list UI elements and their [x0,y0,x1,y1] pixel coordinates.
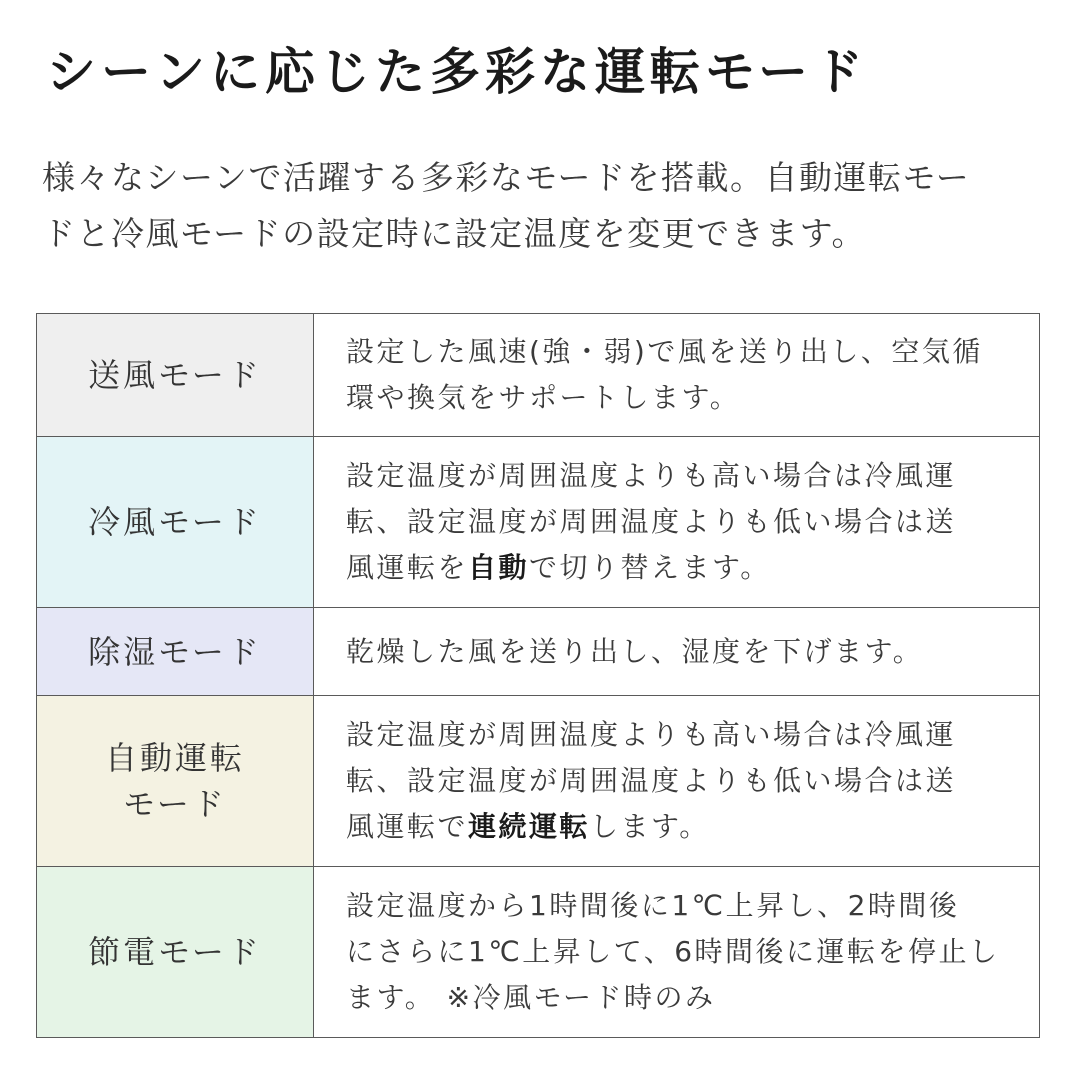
mode-description-cell [314,437,1040,608]
mode-name: 除湿モード [88,632,262,671]
mode-description-line [346,545,1021,591]
mode-name: 節電モード [88,933,262,971]
mode-description-cell [314,867,1040,1038]
intro-line: ドと冷風モードの設定時に設定温度を変更できます。 [42,214,867,253]
mode-name: 送風モード [88,356,262,394]
mode-name-cell [37,867,314,1038]
mode-description-line: 乾燥した風を送り出し、湿度を下げます。 [346,634,924,668]
table-row-auto-mode [37,696,1040,867]
mode-description-line: 設定した風速(強・弱)で風を送り出し、空気循 [346,335,983,368]
description-emphasis: 自動 [468,551,530,584]
mode-name-line: 自動運転 [104,739,245,777]
mode-description-line: ます。 ※冷風モード時のみ [346,981,716,1014]
modes-table [36,313,1040,1038]
table-row-dehumidify-mode [37,608,1040,696]
description-text: 風運転を [346,551,469,584]
mode-description-line [346,804,1021,850]
mode-description-line: 転、設定温度が周囲温度よりも低い場合は送 [346,505,957,538]
mode-name: 冷風モード [88,503,262,541]
description-text: で切り替えます。 [529,551,771,584]
mode-name-cell [37,608,314,696]
mode-description-line: 設定温度が周囲温度よりも高い場合は冷風運 [346,718,957,751]
mode-description-line: 環や換気をサポートします。 [346,381,741,414]
table-row-cool-mode [37,437,1040,608]
mode-description-cell [314,608,1040,696]
page-title: シーンに応じた多彩な運転モード [46,43,868,101]
mode-description-line: 設定温度から1時間後に1℃上昇し、2時間後 [346,889,960,922]
mode-name-line: モード [123,785,227,823]
description-text: 風運転で [346,810,469,843]
mode-name-cell [37,696,314,867]
table-row-eco-mode [37,867,1040,1038]
description-text: します。 [590,810,710,843]
mode-description-cell [314,696,1040,867]
table-row-fan-mode [37,314,1040,437]
mode-description-line: 設定温度が周囲温度よりも高い場合は冷風運 [346,459,957,492]
intro-line: 様々なシーンで活躍する多彩なモードを搭載。自動運転モー [42,158,971,197]
mode-description-line: にさらに1℃上昇して、6時間後に運転を停止し [346,935,1000,968]
intro-text [42,150,1052,262]
description-emphasis: 連続運転 [468,810,591,843]
mode-name-cell [37,437,314,608]
mode-name-cell [37,314,314,437]
mode-description-cell [314,314,1040,437]
mode-description-line: 転、設定温度が周囲温度よりも低い場合は送 [346,764,957,797]
